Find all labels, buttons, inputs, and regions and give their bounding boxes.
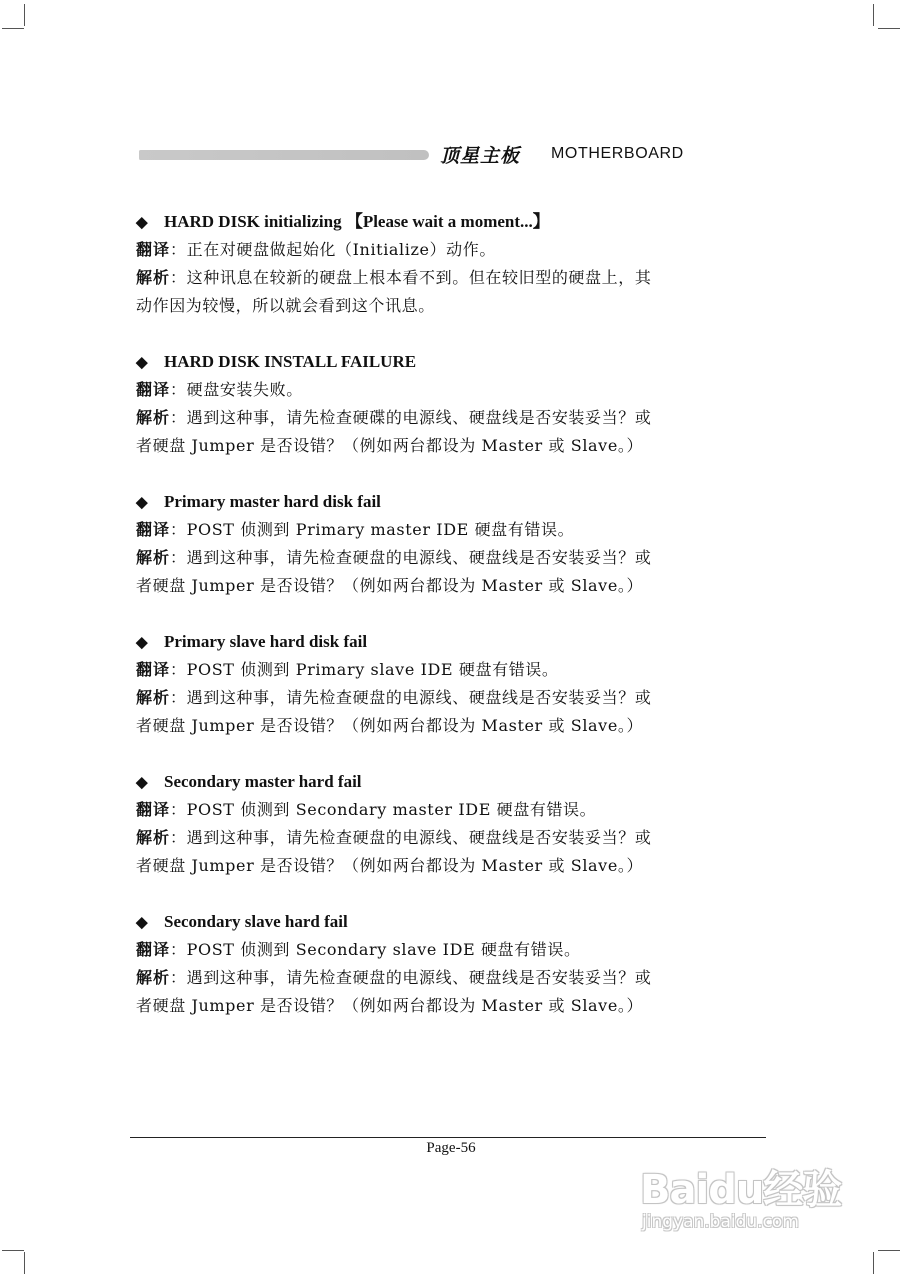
analysis-label: 解析 (136, 688, 171, 707)
analysis-label: 解析 (136, 408, 171, 427)
entry-title (136, 628, 764, 656)
diamond-bullet-icon: ◆ (136, 775, 148, 791)
analysis-text-continued: 者硬盘 Jumper 是否设错？（例如两台都设为 Master 或 Slave。） (136, 996, 644, 1015)
diamond-bullet-icon: ◆ (136, 495, 148, 511)
crop-mark (24, 1252, 25, 1274)
analysis-text: ：遇到这种事，请先检查硬盘的电源线、硬盘线是否安装妥当？或 (170, 968, 652, 987)
diamond-bullet-icon: ◆ (136, 915, 148, 931)
diamond-bullet-icon: ◆ (136, 635, 148, 651)
translation-text: ：POST 侦测到 Primary slave IDE 硬盘有错误。 (170, 660, 559, 679)
analysis-label: 解析 (136, 828, 171, 847)
translation-text: ：正在对硬盘做起始化（Initialize）动作。 (170, 240, 496, 259)
analysis-line (136, 544, 764, 572)
analysis-text-continued: 者硬盘 Jumper 是否设错？（例如两台都设为 Master 或 Slave。） (136, 576, 644, 595)
translation-line (136, 516, 764, 544)
analysis-line (136, 404, 764, 432)
entry-title-text: Primary master hard disk fail (164, 492, 381, 511)
analysis-text: ：这种讯息在较新的硬盘上根本看不到。但在较旧型的硬盘上，其 (170, 268, 652, 287)
diamond-bullet-icon: ◆ (136, 215, 148, 231)
crop-mark (878, 1250, 900, 1251)
watermark-url: jingyan.baidu.com (642, 1212, 799, 1232)
analysis-text-continued: 者硬盘 Jumper 是否设错？（例如两台都设为 Master 或 Slave。） (136, 436, 644, 455)
crop-mark (878, 28, 900, 29)
document-body (136, 208, 764, 1048)
analysis-line-continued (136, 292, 764, 320)
entry-title-text: Secondary master hard fail (164, 772, 362, 791)
brand-logo: 顶星主板 (440, 145, 521, 167)
page-number: Page-56 (426, 1140, 476, 1156)
entry-title (136, 768, 764, 796)
crop-mark (2, 1250, 24, 1251)
analysis-text-continued: 者硬盘 Jumper 是否设错？（例如两台都设为 Master 或 Slave。） (136, 856, 644, 875)
entry-title-text: Primary slave hard disk fail (164, 632, 368, 651)
translation-text: ：POST 侦测到 Primary master IDE 硬盘有错误。 (170, 520, 575, 539)
error-entry (136, 768, 764, 880)
analysis-label: 解析 (136, 268, 171, 287)
error-entry (136, 208, 764, 320)
entry-title (136, 488, 764, 516)
entry-title (136, 208, 764, 236)
analysis-line (136, 264, 764, 292)
header-bar (139, 150, 429, 160)
translation-label: 翻译 (136, 380, 171, 399)
footer-rule (130, 1137, 766, 1138)
crop-mark (873, 4, 874, 26)
translation-label: 翻译 (136, 940, 171, 959)
analysis-label: 解析 (136, 548, 171, 567)
translation-text: ：POST 侦测到 Secondary master IDE 硬盘有错误。 (170, 800, 597, 819)
entry-title-text: Secondary slave hard fail (164, 912, 348, 931)
crop-mark (24, 4, 25, 26)
entry-title (136, 348, 764, 376)
translation-text: ：POST 侦测到 Secondary slave IDE 硬盘有错误。 (170, 940, 581, 959)
crop-mark (873, 1252, 874, 1274)
analysis-text: ：遇到这种事，请先检查硬盘的电源线、硬盘线是否安装妥当？或 (170, 688, 652, 707)
entry-title-text: HARD DISK initializing 【Please wait a moment...】 (164, 212, 550, 231)
translation-line (136, 796, 764, 824)
analysis-line-continued (136, 572, 764, 600)
translation-text: ：硬盘安装失败。 (170, 380, 303, 399)
analysis-line-continued (136, 992, 764, 1020)
product-label: MOTHERBOARD (551, 145, 684, 162)
analysis-text: ：遇到这种事，请先检查硬盘的电源线、硬盘线是否安装妥当？或 (170, 548, 652, 567)
translation-label: 翻译 (136, 800, 171, 819)
entry-title (136, 908, 764, 936)
entry-title-text: HARD DISK INSTALL FAILURE (164, 352, 417, 371)
analysis-line-continued (136, 852, 764, 880)
analysis-text: ：遇到这种事，请先检查硬碟的电源线、硬盘线是否安装妥当？或 (170, 408, 652, 427)
translation-label: 翻译 (136, 240, 171, 259)
analysis-text-continued: 者硬盘 Jumper 是否设错？（例如两台都设为 Master 或 Slave。） (136, 716, 644, 735)
translation-label: 翻译 (136, 660, 171, 679)
analysis-line (136, 824, 764, 852)
analysis-line (136, 964, 764, 992)
error-entry (136, 628, 764, 740)
crop-mark (2, 28, 24, 29)
error-entry (136, 348, 764, 460)
error-entry (136, 908, 764, 1020)
analysis-label: 解析 (136, 968, 171, 987)
translation-line (136, 236, 764, 264)
analysis-line-continued (136, 712, 764, 740)
watermark (640, 1150, 855, 1250)
translation-label: 翻译 (136, 520, 171, 539)
translation-line (136, 656, 764, 684)
translation-line (136, 376, 764, 404)
watermark-logo: Baidu经验 (640, 1167, 842, 1213)
error-entry (136, 488, 764, 600)
diamond-bullet-icon: ◆ (136, 355, 148, 371)
analysis-text-continued: 动作因为较慢，所以就会看到这个讯息。 (136, 296, 435, 315)
analysis-text: ：遇到这种事，请先检查硬盘的电源线、硬盘线是否安装妥当？或 (170, 828, 652, 847)
translation-line (136, 936, 764, 964)
analysis-line-continued (136, 432, 764, 460)
analysis-line (136, 684, 764, 712)
